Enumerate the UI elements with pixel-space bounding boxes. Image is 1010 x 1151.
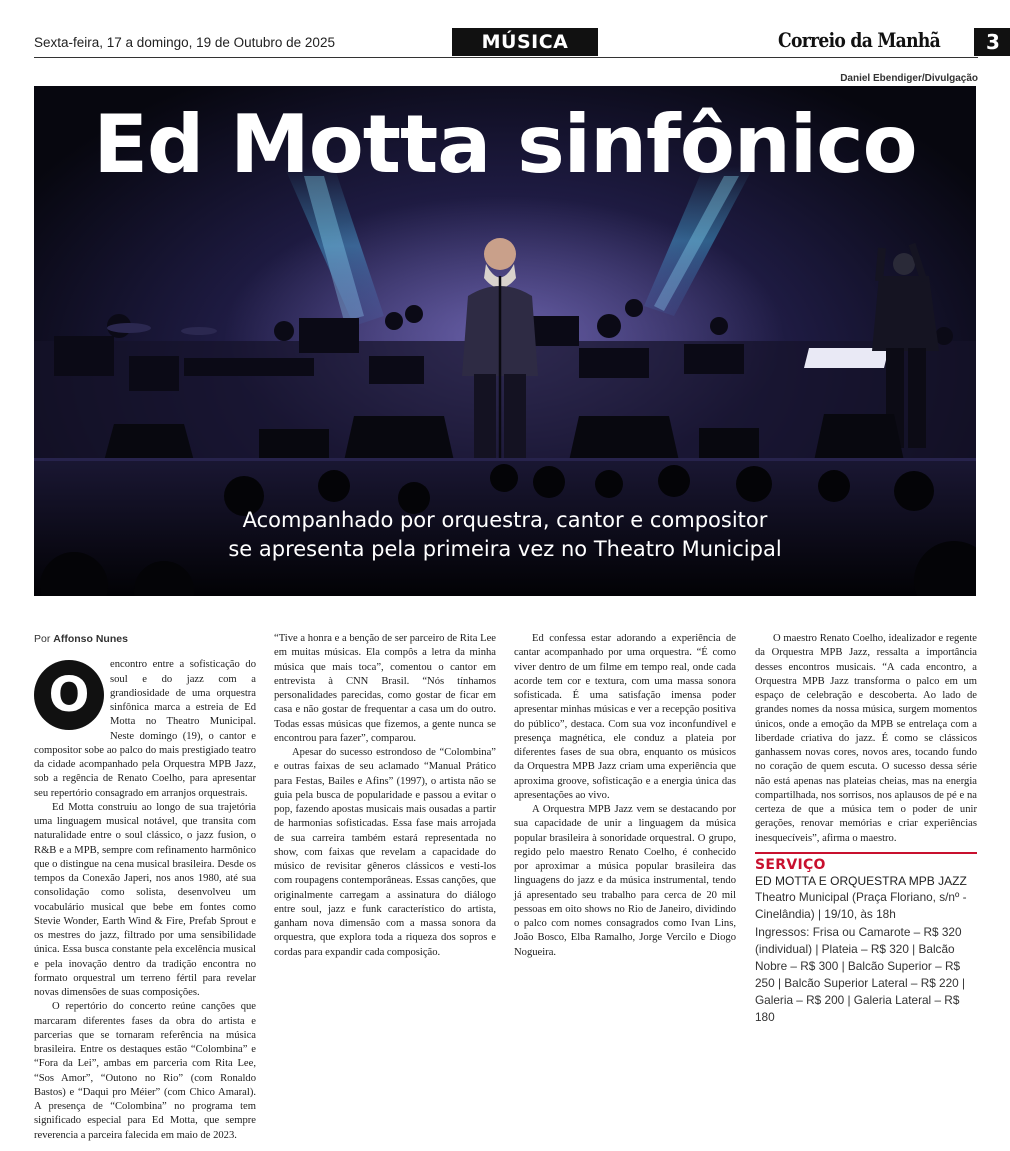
page-number: 3 bbox=[974, 28, 1010, 56]
subheadline-line-2: se apresenta pela primeira vez no Theatro Municipal bbox=[228, 537, 782, 561]
servico-event: ED MOTTA E ORQUESTRA MPB JAZZ bbox=[755, 874, 967, 888]
servico-tickets: Ingressos: Frisa ou Camarote – R$ 320 (individual) | Plateia – R$ 320 | Balcão Nobre – R$ 300 | Balcão Superior – R$ 250 | Balcão Superior Lateral – R$ 220 | Galeria – R$ 200 | Galeria Lateral – R$ 180 bbox=[755, 925, 966, 1025]
dropcap: O bbox=[34, 660, 104, 730]
article-paragraph: Apesar do sucesso estrondoso de “Colombina” e outras faixas de seu aclamado “Manual Prático para Festas, Bailes e Afins” (1997), o artista não se guia pela busca de popularidade e passou a evitar o pop, fazendo apostas musicais mais ousadas a partir de harmonias sofisticadas. Essa fase mais arrojada de sua carreira também estará representada no show, com faixas que revelam a capacidade do músico de revisitar gêneros clássicos e vesti-los com roupagens contemporâneas. Essas canções, que originalmente carregam a assinatura do diálogo entre soul, jazz e funk característico do artista, ganham nova dimensão com a massa sonora da orquestra, que explora toda a riqueza dos sopros e cordas para expandir cada composição. bbox=[274, 747, 496, 958]
headline: Ed Motta sinfônico bbox=[93, 98, 917, 191]
hero-photo bbox=[34, 86, 976, 596]
article-column-2 bbox=[274, 632, 496, 960]
article-column-1 bbox=[34, 632, 256, 1143]
article-paragraph: A Orquestra MPB Jazz vem se destacando por sua capacidade de unir a linguagem da música popular brasileira à sonoridade orquestral. O grupo, regido pelo maestro Renato Coelho, é conhecido por aproximar a música popular brasileira das linguagens do jazz e da música instrumental, tendo já apresentado seu trabalho para cerca de 20 mil pessoas em oito shows no Rio de Janeiro, dividindo o palco com nomes consagrados como Ivan Lins, João Bosco, Elba Ramalho, Jorge Vercilo e Diogo Nogueira. bbox=[514, 804, 736, 958]
servico-divider bbox=[755, 852, 977, 854]
subheadline bbox=[34, 506, 976, 564]
photo-credit: Daniel Ebendiger/Divulgação bbox=[840, 73, 978, 84]
issue-date: Sexta-feira, 17 a domingo, 19 de Outubro de 2025 bbox=[34, 35, 335, 50]
servico-title: SERVIÇO bbox=[755, 856, 826, 873]
article-paragraph: Ed Motta construiu ao longo de sua trajetória uma linguagem musical notável, que transita com naturalidade entre o soul clássico, o jazz fusion, o R&B e a MPB, sempre com refinamento harmônico que o distingue na cena musical brasileira. Desde os tempos da Conexão Japeri, nos anos 1980, até sua consolidação como solista, desenvolveu um vocabulário musical que bebe em fontes como Stevie Wonder, Earth Wind & Fire, Prefab Sprout e os mestres do jazz, filtrado por uma sensibilidade única. Essa busca constante pela excelência musical e pela inovação dentro da tradição encontra no formato orquestral um terreno fértil para revelar novas dimensões de suas composições. bbox=[34, 801, 256, 998]
subheadline-line-1: Acompanhado por orquestra, cantor e compositor bbox=[242, 508, 768, 532]
servico-venue: Theatro Municipal (Praça Floriano, s/nº - Cinelândia) | 19/10, às 18h bbox=[755, 890, 967, 922]
section-label: MÚSICA bbox=[452, 28, 598, 56]
article-paragraph: O repertório do concerto reúne canções que marcaram diferentes fases da obra do artista e parcerias que se tornaram referência na música brasileira. Entre os destaques estão “Colombina” e “Fora da Lei”, ambas em parceria com Rita Lee, “Sos Amor”, “Outono no Rio” (com Ronaldo Bastos) e “Daqui pro Méier” (com Chico Amaral). A presença de “Colombina” no programa tem significado especial para Ed Motta, que sempre reverencia a parceira falecida em maio de 2023. bbox=[34, 1001, 256, 1141]
byline-author: Affonso Nunes bbox=[53, 633, 128, 645]
article-paragraph: Ed confessa estar adorando a experiência de cantar acompanhado por uma orquestra. “É como viver dentro de um filme em tempo real, onde cada acorde tem cor e textura, com uma massa sonora sofisticada. É uma satisfação imensa poder apresentar minhas músicas e ver a recepção positiva do público”, destaca. Com sua voz inconfundível e presença magnética, ele conduz a plateia por diferentes fases de sua obra, enquanto os músicos da Orquestra MPB Jazz criam uma experiência que aproxima groove, sofisticação e a energia única das apresentações ao vivo. bbox=[514, 633, 736, 801]
header-divider bbox=[34, 57, 978, 58]
byline bbox=[34, 632, 256, 646]
article-paragraph: O maestro Renato Coelho, idealizador e regente da Orquestra MPB Jazz, ressalta a importância desses encontros musicais. “A cada encontro, a Orquestra MPB Jazz transforma o palco em um espaço de celebração e descoberta. Ao lado de grandes nomes da nossa música, surgem momentos únicos, onde a emoção da MPB se entrelaça com a liberdade criativa do jazz. É como se clássicos ganhassem novas cores, novos ares, tocando fundo no coração de quem escuta. O sucesso dessa série não está apenas nas plateias cheias, mas na energia compartilhada, nos sorrisos, nos aplausos de pé e na certeza de que a música tem o poder de unir gerações, renovar memórias e criar experiências inesquecíveis”, afirma o maestro. bbox=[755, 633, 977, 844]
article-column-3 bbox=[514, 632, 736, 960]
page-header bbox=[34, 28, 1000, 58]
newspaper-logo: Correio da Manhã bbox=[778, 29, 941, 52]
byline-prefix: Por bbox=[34, 633, 51, 645]
article-column-4 bbox=[755, 632, 977, 1026]
article-paragraph: “Tive a honra e a benção de ser parceiro de Rita Lee em muitas músicas. Ela compôs a letra da minha música que mais toca”, comentou o cantor em entrevista à CNN Brasil. “Nós tínhamos personalidades parecidas, como gostar de ficar em casa e não gostar de frequentar a casa um do outro. Todas essas músicas que fizemos, a gente nunca se encontrou para fazer”, comparou. bbox=[274, 633, 496, 744]
article-paragraph: encontro entre a sofisticação do soul e do jazz com a grandiosidade de uma orquestra sinfônica marca a estreia de Ed Motta no Theatro Municipal. Neste domingo (19), o cantor e compositor sobe ao palco do mais prestigiado teatro da cidade acompanhado pela Orquestra MPB Jazz, sob a regência de Renato Coelho, para apresentar seu repertório consagrado em arranjos orquestrais. bbox=[34, 659, 256, 799]
